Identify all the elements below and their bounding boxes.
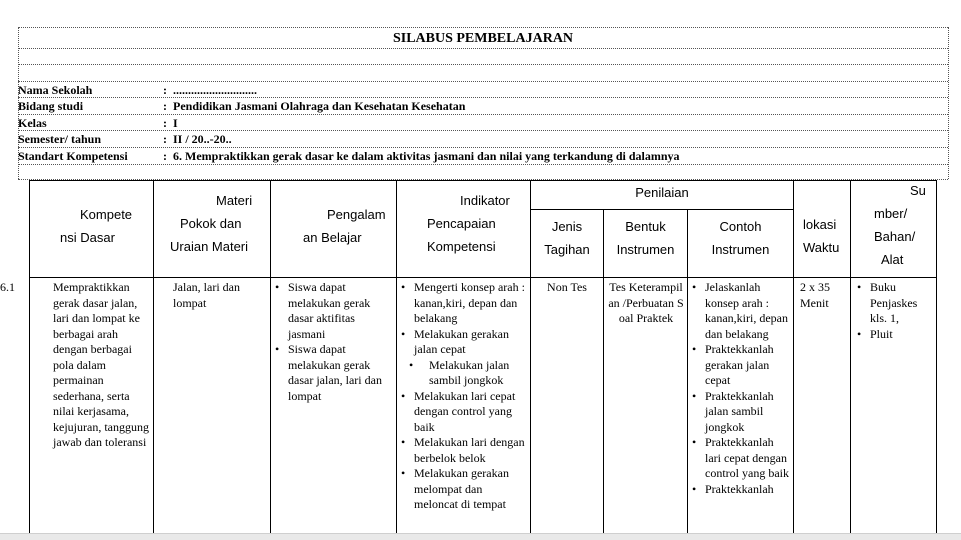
list-item: • Jelaskanlah konsep arah : kanan,kiri, depan dan belakang xyxy=(692,280,792,342)
sumber-list xyxy=(857,280,933,342)
header-text: Pengalam xyxy=(327,207,386,222)
header-text: Pokok dan xyxy=(180,216,242,231)
info-label: Standart Kompetensi xyxy=(18,149,128,163)
list-item: • Praktekkanlah gerakan jalan cepat xyxy=(692,342,792,389)
info-row-subject xyxy=(18,98,948,114)
info-value: Pendidikan Jasmani Olahraga dan Kesehatan Kesehatan xyxy=(173,99,466,113)
info-colon: : xyxy=(163,149,167,163)
header-text: Instrumen xyxy=(711,242,770,257)
header-text: Kompetensi xyxy=(427,239,496,254)
list-item: • Praktekkanlah xyxy=(692,482,792,498)
header-text: an Belajar xyxy=(303,230,362,245)
document-title: SILABUS PEMBELAJARAN xyxy=(392,31,574,46)
info-value: 6. Mempraktikkan gerak dasar ke dalam aktivitas jasmani dan nilai yang terkandung di dalamnya xyxy=(173,149,680,163)
header-text: mber/ xyxy=(874,206,908,221)
list-item: • Melakukan jalan sambil jongkok xyxy=(401,358,527,389)
header-pengalaman-belajar xyxy=(271,203,396,249)
header-sumber xyxy=(851,179,936,271)
header-bentuk-instrumen xyxy=(604,215,687,261)
header-penilaian: Penilaian xyxy=(635,185,689,200)
info-colon: : xyxy=(163,132,167,146)
jenis-tagihan-value: Non Tes xyxy=(547,280,587,294)
list-item: • Buku Penjaskes kls. 1, xyxy=(857,280,933,327)
info-label: Kelas xyxy=(18,116,47,130)
header-alokasi-waktu xyxy=(794,213,850,259)
info-colon: : xyxy=(163,116,167,130)
alokasi-waktu-value: 2 x 35 Menit xyxy=(800,280,830,310)
list-item: • Melakukan gerakan melompat dan meloncat di tempat xyxy=(401,466,527,513)
header-text: Tagihan xyxy=(544,242,590,257)
materi-text: Jalan, lari dan lompat xyxy=(173,280,240,310)
info-label: Bidang studi xyxy=(18,99,84,113)
info-row-school xyxy=(18,82,948,98)
header-kompetensi-dasar xyxy=(30,203,153,249)
header-indikator xyxy=(397,189,530,258)
list-item: • Praktekkanlah lari cepat dengan control yang baik xyxy=(692,435,792,482)
list-item: • Mengerti konsep arah : kanan,kiri, depan dan belakang xyxy=(401,280,527,327)
list-item: • Siswa dapat melakukan gerak dasar aktifitas jasmani xyxy=(275,280,393,342)
header-contoh-instrumen xyxy=(688,215,793,261)
list-item: • Melakukan gerakan jalan cepat xyxy=(401,327,527,358)
bentuk-instrumen-value: Tes Keterampilan /Perbuatan Soal Praktek xyxy=(608,280,684,325)
list-item: • Melakukan lari cepat dengan control yang baik xyxy=(401,389,527,436)
indikator-list xyxy=(401,280,527,513)
header-jenis-tagihan xyxy=(531,215,603,261)
list-item: • Siswa dapat melakukan gerak dasar jalan, lari dan lompat xyxy=(275,342,393,404)
header-text: lokasi xyxy=(803,217,837,232)
info-value: II / 20..-20.. xyxy=(173,132,232,146)
header-text: nsi Dasar xyxy=(60,230,115,245)
info-label: Semester/ tahun xyxy=(18,132,101,146)
contoh-instrumen-list xyxy=(692,280,792,497)
header-text: Pencapaian xyxy=(427,216,496,231)
header-text: Bahan/ xyxy=(874,229,916,244)
info-row-standard xyxy=(18,148,948,164)
header-text: Bentuk xyxy=(625,219,666,234)
list-item: • Praktekkanlah jalan sambil jongkok xyxy=(692,389,792,436)
info-row-semester xyxy=(18,131,948,147)
info-row-class xyxy=(18,115,948,131)
kd-number: 6.1 xyxy=(0,280,15,294)
header-text: Waktu xyxy=(803,240,840,255)
info-value: ............................ xyxy=(173,83,257,97)
header-text: Kompete xyxy=(80,207,133,222)
header-materi-pokok xyxy=(154,189,270,258)
list-item: • Melakukan lari dengan berbelok belok xyxy=(401,435,527,466)
header-text: Jenis xyxy=(551,219,583,234)
info-colon: : xyxy=(163,83,167,97)
header-text: Contoh xyxy=(719,219,762,234)
info-label: Nama Sekolah xyxy=(18,83,93,97)
list-item: • Pluit xyxy=(857,327,933,343)
header-text: Su xyxy=(910,183,926,198)
header-text: Alat xyxy=(881,252,904,267)
kd-text: Mempraktikkan gerak dasar jalan, lari dan lompat ke berbagai arah dengan berbagai pola dalam permainan sederhana, serta nilai kerjasama, kejujuran, tanggung jawab dan toleransi xyxy=(53,280,149,449)
info-colon: : xyxy=(163,99,167,113)
header-text: Instrumen xyxy=(616,242,675,257)
info-value: I xyxy=(173,116,178,130)
header-text: Indikator xyxy=(460,193,510,208)
header-text: Uraian Materi xyxy=(170,239,249,254)
header-text: Materi xyxy=(216,193,253,208)
pengalaman-list xyxy=(275,280,393,404)
syllabus-table xyxy=(0,180,937,540)
